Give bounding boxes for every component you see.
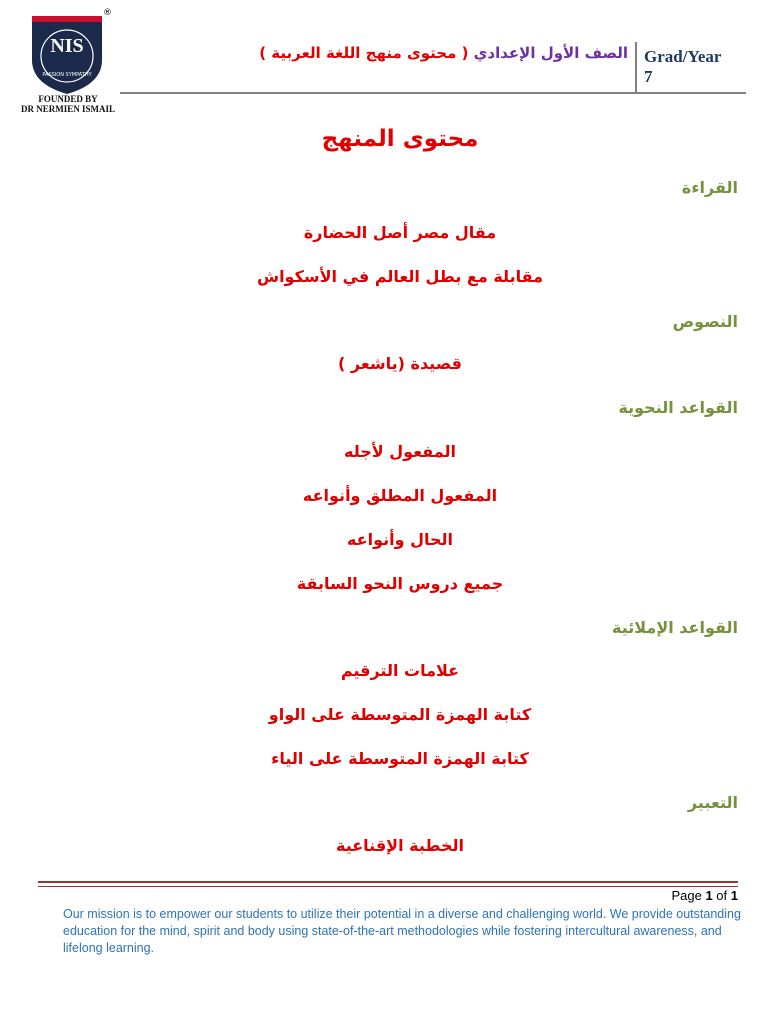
section-heading-grammar: القواعد النحوية	[618, 398, 738, 417]
footer-rule-thin	[38, 886, 738, 887]
header-rule	[120, 92, 746, 94]
section-heading-reading: القراءة	[681, 178, 738, 197]
logo-motto: PASSION SYMPATHY	[42, 72, 92, 78]
school-logo	[8, 8, 118, 118]
header-title	[259, 44, 628, 62]
mission-statement: Our mission is to empower our students to utilize their potential in a diverse and challenging world. We provide outstanding education for the mind, spirit and body using state-of-the-art methodologies while fostering intercultural awareness, and lifelong learning.	[63, 907, 741, 955]
grade-year	[644, 47, 744, 87]
header-subject: ( محتوى منهج اللغة العربية )	[259, 44, 469, 62]
page-number: Page 1 of 1	[671, 888, 738, 903]
list-item: كتابة الهمزة المتوسطة على الياء	[271, 749, 529, 768]
list-item: جميع دروس النحو السابقة	[296, 574, 504, 593]
founded-line-1: FOUNDED BY	[38, 94, 98, 104]
list-item: مقال مصر أصل الحضارة	[303, 223, 497, 242]
list-item: المفعول لأجله	[344, 442, 456, 461]
grade-year-label: Grad/Year	[644, 47, 722, 66]
list-item: المفعول المطلق وأنواعه	[302, 486, 498, 505]
founded-line-2: DR NERMIEN ISMAIL	[20, 104, 115, 114]
section-heading-composition: التعبير	[687, 793, 738, 812]
nis-shield-icon	[28, 12, 106, 96]
section-heading-spelling: القواعد الإملائية	[612, 618, 738, 637]
list-item: قصيدة (ياشعر )	[338, 354, 462, 373]
grade-year-value: 7	[644, 67, 653, 86]
list-item: الحال وأنواعه	[346, 530, 454, 549]
list-item: كتابة الهمزة المتوسطة على الواو	[268, 705, 532, 724]
header-grade: الصف الأول الإعدادي	[473, 44, 628, 62]
list-item: الخطبة الإقناعية	[336, 836, 464, 855]
page-title: محتوى المنهج	[321, 126, 479, 152]
header-separator	[635, 42, 637, 94]
logo-text: NIS	[50, 35, 84, 57]
footer-rule	[38, 881, 738, 883]
registered-mark: ®	[103, 8, 112, 18]
list-item: مقابلة مع بطل العالم في الأسكواش	[256, 267, 543, 286]
list-item: علامات الترقيم	[340, 661, 460, 680]
founded-by	[8, 94, 128, 114]
section-heading-texts: النصوص	[672, 312, 738, 331]
